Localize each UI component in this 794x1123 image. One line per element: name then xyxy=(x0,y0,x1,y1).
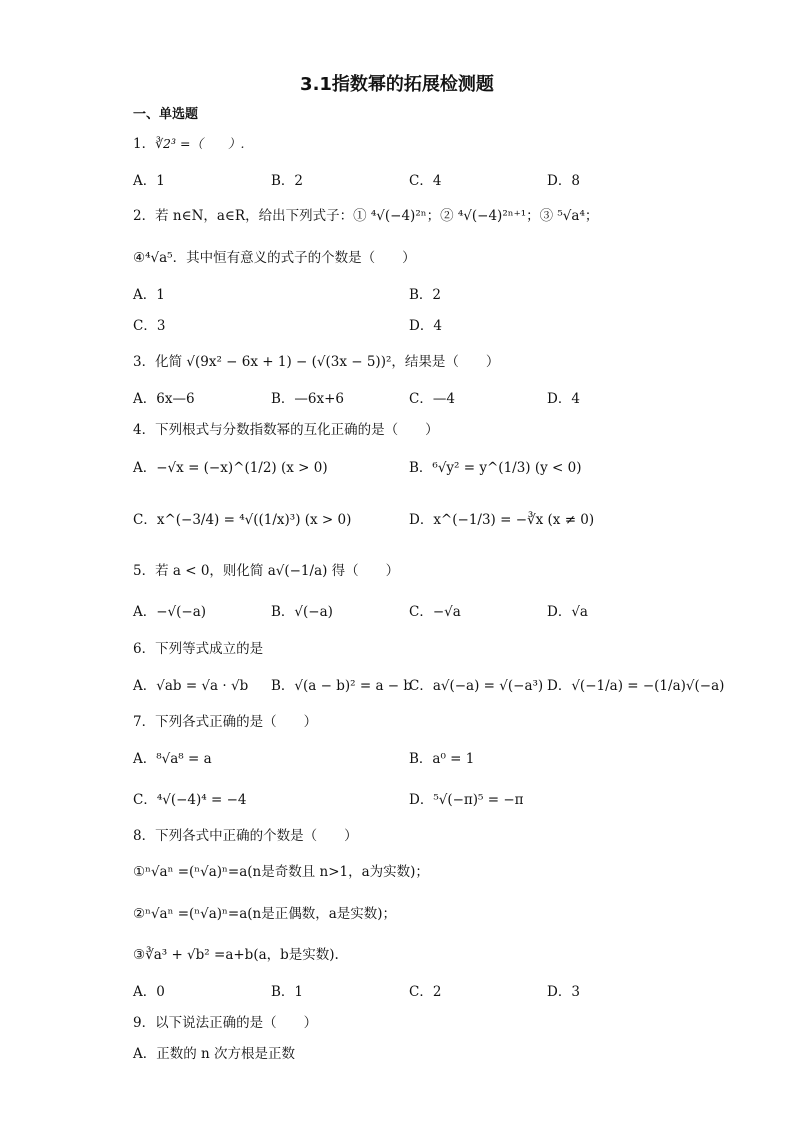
q7-option-b: B．a⁰ = 1 xyxy=(409,751,475,767)
q8-statement-2: ②ⁿ√aⁿ =(ⁿ√a)ⁿ=a(n是正偶数，a是实数)； xyxy=(133,906,397,922)
q8-option-b: B．1 xyxy=(271,984,304,1000)
q5-option-a: A．−√(−a) xyxy=(133,604,207,620)
q9-option-a: A．正数的 n 次方根是正数 xyxy=(133,1046,296,1062)
question-2-stem: 2．若 n∈N，a∈R，给出下列式子：① ⁴√(−4)²ⁿ；② ⁴√(−4)²ⁿ⁺¹；③ ⁵√a⁴； xyxy=(133,208,599,224)
q3-option-a: A．6x—6 xyxy=(133,391,195,407)
q4-option-b: B．⁶√y² = y^(1/3) (y < 0) xyxy=(409,460,582,476)
question-8-stem: 8．下列各式中正确的个数是（ ） xyxy=(133,828,358,844)
question-5-stem: 5．若 a < 0，则化简 a√(−1/a) 得（ ） xyxy=(133,563,400,579)
q1-option-d: D．8 xyxy=(547,173,580,189)
q1-option-b: B．2 xyxy=(271,173,304,189)
q8-statement-3: ③∛a³ + √b² =a+b(a，b是实数). xyxy=(133,947,339,963)
q8-option-c: C．2 xyxy=(409,984,442,1000)
question-7-stem: 7．下列各式正确的是（ ） xyxy=(133,714,318,730)
q1-option-c: C．4 xyxy=(409,173,442,189)
question-2-stem-cont: ④⁴√a⁵．其中恒有意义的式子的个数是（ ） xyxy=(133,250,416,266)
question-3-stem: 3．化简 √(9x² − 6x + 1) − (√(3x − 5))²，结果是（ ） xyxy=(133,354,500,370)
q2-option-b: B．2 xyxy=(409,287,442,303)
q8-statement-1: ①ⁿ√aⁿ =(ⁿ√a)ⁿ=a(n是奇数且 n>1，a为实数)； xyxy=(133,864,429,880)
q8-option-a: A．0 xyxy=(133,984,165,1000)
q4-option-d: D．x^(−1/3) = −∛x (x ≠ 0) xyxy=(409,512,595,528)
q7-option-c: C．⁴√(−4)⁴ = −4 xyxy=(133,792,247,808)
q3-option-d: D．4 xyxy=(547,391,580,407)
q1-option-a: A．1 xyxy=(133,173,165,189)
question-1-expression: ∛2³ =（ ）. xyxy=(155,136,245,151)
section-heading: 一、单选题 xyxy=(133,107,199,122)
q4-option-a: A．−√x = (−x)^(1/2) (x > 0) xyxy=(133,460,328,476)
q3-option-c: C．—4 xyxy=(409,391,455,407)
question-4-stem: 4．下列根式与分数指数幂的互化正确的是（ ） xyxy=(133,422,439,438)
q6-option-b: B．√(a − b)² = a − b xyxy=(271,678,413,694)
question-1-stem: 1．∛2³ =（ ）. xyxy=(133,136,245,152)
page-title: 3.1指数幂的拓展检测题 xyxy=(300,74,494,95)
q6-option-c: C．a√(−a) = √(−a³) xyxy=(409,678,544,694)
q3-option-b: B．—6x+6 xyxy=(271,391,345,407)
question-9-stem: 9．以下说法正确的是（ ） xyxy=(133,1015,318,1031)
q6-option-a: A．√ab = √a · √b xyxy=(133,678,249,694)
q8-option-d: D．3 xyxy=(547,984,580,1000)
q2-option-a: A．1 xyxy=(133,287,165,303)
q7-option-d: D．⁵√(−π)⁵ = −π xyxy=(409,792,524,808)
q6-option-d: D．√(−1/a) = −(1/a)√(−a) xyxy=(547,678,725,694)
question-6-stem: 6．下列等式成立的是 xyxy=(133,641,264,657)
q5-option-c: C．−√a xyxy=(409,604,461,620)
q2-option-c: C．3 xyxy=(133,318,166,334)
q5-option-b: B．√(−a) xyxy=(271,604,333,620)
q7-option-a: A．⁸√a⁸ = a xyxy=(133,751,212,767)
q4-option-c: C．x^(−3/4) = ⁴√((1/x)³) (x > 0) xyxy=(133,512,352,528)
q5-option-d: D．√a xyxy=(547,604,588,620)
q2-option-d: D．4 xyxy=(409,318,442,334)
